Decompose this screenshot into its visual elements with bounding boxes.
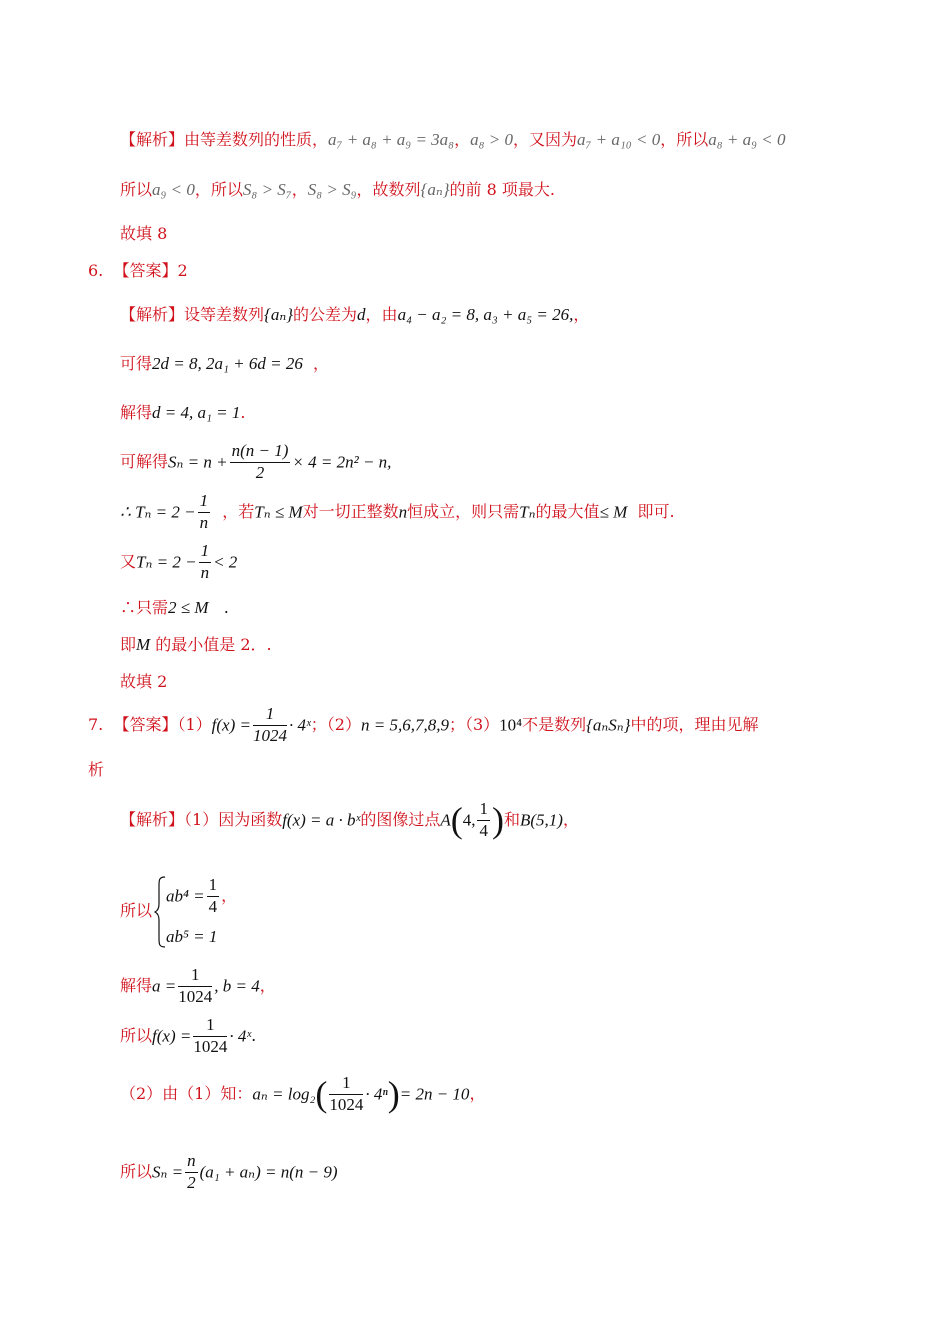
q5-formula: a₉ < 0: [152, 180, 195, 199]
q7-frac-den: 4: [208, 896, 218, 916]
q6-fraction: [198, 492, 211, 532]
q7-formula: Sₙ =: [152, 1162, 184, 1182]
q6-formula: d = 4, a₁ = 1: [152, 403, 241, 422]
q6-formula: ∴ Tₙ = 2 −: [120, 502, 196, 522]
q7-text: 和: [503, 810, 520, 830]
q7-text: （2）由（1）知：: [120, 1084, 253, 1104]
q7-text: ，: [259, 976, 276, 996]
q6-text: 可得: [120, 354, 153, 373]
q7-text: .: [251, 1026, 257, 1046]
q6-text: .: [223, 598, 229, 617]
q6-solution-line-6: [120, 542, 237, 582]
q7-fraction: [185, 1152, 198, 1192]
right-paren: ): [491, 800, 504, 841]
q5-sep: ，: [454, 130, 471, 149]
q6-formula: Tₙ = 2 −: [136, 552, 197, 572]
q6-number: 6.: [88, 261, 104, 280]
q6-text: 的最小值是 2．.: [155, 635, 272, 654]
q7-solution-line-4: [120, 1016, 256, 1056]
q7-text: 的图像过点: [360, 810, 441, 830]
q7-frac-den: 1024: [178, 986, 213, 1006]
q6-answer-line: [88, 263, 188, 279]
q6-formula: d: [357, 305, 366, 324]
left-paren: (: [450, 800, 463, 841]
q7-formula: {aₙSₙ}: [586, 715, 631, 735]
q7-frac-den: 1024: [252, 725, 287, 745]
q5-sep: ，: [291, 180, 308, 199]
q6-text: 的最大值: [535, 502, 600, 522]
q6-jiexi-label: 【解析】: [120, 305, 185, 324]
q7-frac-den: 2: [187, 1172, 196, 1192]
q7-text: 不是数列: [522, 715, 587, 735]
q7-frac-num: 1: [253, 705, 287, 726]
q7-answer-wrap: 析: [88, 760, 105, 779]
q5-text: 由等差数列的性质，: [184, 130, 329, 149]
q7-system-eq-1: [166, 876, 237, 916]
q7-fraction: [193, 1016, 227, 1056]
left-paren: (: [315, 1074, 328, 1115]
q6-frac-num: 1: [199, 542, 212, 563]
q5-formula: a₇ + a₈ + a₉ = 3a₈: [328, 130, 455, 149]
q6-text: ，由: [365, 305, 398, 324]
q7-text: ，: [562, 810, 579, 830]
q6-formula: Sₙ = n +: [168, 452, 228, 472]
q6-text: 设等差数列: [184, 305, 265, 324]
q5-text: 所以: [120, 180, 153, 199]
q6-solution-line-5: [120, 492, 675, 532]
q7-text: ，: [221, 886, 238, 906]
q7-formula: · 4ˣ: [229, 1026, 252, 1046]
q7-text: ，: [469, 1084, 486, 1104]
q5-jiexi-label: 【解析】: [120, 130, 185, 149]
q5-formula: a₇ + a₁₀ < 0: [577, 130, 661, 149]
q7-frac-den: 1024: [193, 1036, 228, 1056]
q7-formula: 4,: [462, 810, 476, 830]
q7-formula: n = 5,6,7,8,9: [360, 715, 449, 735]
q7-formula: f(x) =: [211, 715, 251, 735]
q5-formula: a₈ + a₉ < 0: [708, 130, 786, 149]
q6-answer-label: 【答案】: [113, 261, 178, 280]
q7-formula: = 2n − 10: [399, 1084, 470, 1104]
q6-text: ∴只需: [120, 598, 169, 617]
q6-frac-num: n(n − 1): [230, 442, 291, 463]
q6-text: 恒成立，则只需: [407, 502, 520, 522]
q6-text: 即: [120, 635, 137, 654]
q7-formula: (a₁ + aₙ) = n(n − 9): [199, 1162, 338, 1182]
q6-text: 的公差为: [293, 305, 358, 324]
q6-solution-line-3: [120, 404, 245, 421]
q6-fraction: [199, 542, 212, 582]
q7-frac-den: 4: [479, 820, 488, 840]
q7-formula: , b = 4: [214, 976, 260, 996]
q6-solution-line-4: [120, 442, 391, 482]
q7-text: （1）因为函数: [184, 810, 283, 830]
q7-sep: ；: [310, 715, 327, 735]
q6-fraction: [230, 442, 291, 482]
q7-frac-den: 1024: [329, 1094, 364, 1114]
q5-formula: {aₙ}: [420, 180, 450, 199]
q7-text: 所以: [120, 1026, 153, 1046]
left-brace-icon: [154, 876, 166, 948]
q5-text: 的前 8 项最大.: [449, 180, 555, 199]
q6-conclusion: 故填 2: [120, 672, 168, 691]
q7-formula: aₙ = log₂: [252, 1084, 316, 1104]
q6-formula: < 2: [213, 552, 238, 572]
q5-text: ，故数列: [356, 180, 421, 199]
q7-part-label: （3）: [464, 715, 500, 735]
q6-text: ，: [313, 354, 330, 373]
q6-text: 解得: [120, 403, 153, 422]
q7-formula: · 4ˣ: [288, 715, 311, 735]
q6-formula: n: [398, 502, 408, 522]
q6-solution-line-1: [120, 306, 589, 323]
q7-solution-line-5: [120, 1074, 485, 1114]
q7-solution-line-1: [120, 800, 579, 840]
q5-formula: a₈ > 0: [470, 130, 513, 149]
q7-fraction: [253, 705, 287, 745]
q5-solution-line-1: [120, 131, 785, 148]
q6-formula: × 4 = 2n² − n,: [292, 452, 392, 472]
q7-frac-num: 1: [207, 876, 220, 897]
q6-frac-den: n: [200, 562, 210, 582]
q7-frac-num: 1: [178, 966, 212, 987]
q6-frac-num: 1: [198, 492, 211, 513]
q6-formula: Tₙ: [519, 502, 536, 522]
q7-formula: a =: [152, 976, 177, 996]
q6-text: 即可.: [637, 502, 675, 522]
q7-sep: ；: [448, 715, 465, 735]
q7-frac-num: 1: [329, 1074, 363, 1095]
q6-formula: Tₙ ≤ M: [254, 502, 303, 522]
q7-point-a: A: [440, 810, 451, 830]
q7-answer-label: 【答案】: [113, 715, 178, 735]
q5-solution-line-2: [120, 181, 555, 198]
q6-solution-line-2: [120, 355, 329, 372]
q7-answer-line: [88, 705, 759, 745]
q7-fraction: [207, 876, 220, 916]
q7-text: 解得: [120, 976, 153, 996]
q6-text: ，若: [222, 502, 255, 522]
q7-formula: 10⁴: [499, 715, 523, 735]
q6-formula: 2d = 8, 2a₁ + 6d = 26: [152, 354, 303, 373]
q7-formula: f(x) =: [152, 1026, 192, 1046]
q7-fraction: [178, 966, 212, 1006]
q5-text: ，又因为: [513, 130, 578, 149]
q6-frac-den: 2: [255, 462, 265, 482]
q7-frac-num: 1: [193, 1016, 227, 1037]
q7-solution-line-3: [120, 966, 276, 1006]
q6-frac-den: n: [199, 512, 209, 532]
q6-answer-value: 2: [177, 261, 188, 280]
q6-text: 又: [120, 552, 137, 572]
q7-text: 中的项，理由见解: [630, 715, 759, 735]
q7-part-label: （1）: [177, 715, 212, 735]
q7-solution-line-6: [120, 1152, 338, 1192]
q7-fraction: [329, 1074, 363, 1114]
q7-number: 7.: [88, 715, 104, 735]
q7-frac-num: n: [185, 1152, 198, 1173]
q6-text: 对一切正整数: [302, 502, 399, 522]
q6-formula: {aₙ}: [264, 305, 294, 324]
q7-formula: · 4ⁿ: [365, 1084, 388, 1104]
q7-fraction: [477, 800, 490, 840]
right-paren: ): [387, 1074, 400, 1115]
q7-formula: ab⁴ =: [166, 886, 205, 906]
q7-jiexi-label: 【解析】: [120, 810, 185, 830]
q5-conclusion: 故填 8: [120, 224, 168, 243]
q6-formula: M: [136, 635, 151, 654]
q6-text: 可解得: [120, 452, 169, 472]
q6-formula: 2 ≤ M: [168, 598, 209, 617]
q5-text: ，所以: [660, 130, 709, 149]
q6-solution-line-7: [120, 599, 229, 616]
q5-formula: S₈ > S₉: [307, 180, 357, 199]
q6-solution-line-8: [120, 636, 272, 653]
q6-text: .: [240, 403, 246, 422]
q5-text: ，所以: [194, 180, 243, 199]
q5-formula: S₈ > S₇: [242, 180, 292, 199]
q7-frac-num: 1: [477, 800, 490, 821]
q7-text: 所以: [120, 1162, 153, 1182]
q7-system-eq-2: ab⁵ = 1: [166, 927, 218, 946]
q7-text: 所以: [120, 901, 153, 920]
q6-text: ，: [573, 305, 590, 324]
q6-formula: a₄ − a₂ = 8, a₃ + a₅ = 26,: [397, 305, 574, 324]
q6-formula: ≤ M: [599, 502, 628, 522]
q7-part-label: （2）: [326, 715, 361, 735]
q7-formula: f(x) = a · bˣ: [282, 810, 361, 830]
q7-point-b: B(5,1): [520, 810, 563, 830]
